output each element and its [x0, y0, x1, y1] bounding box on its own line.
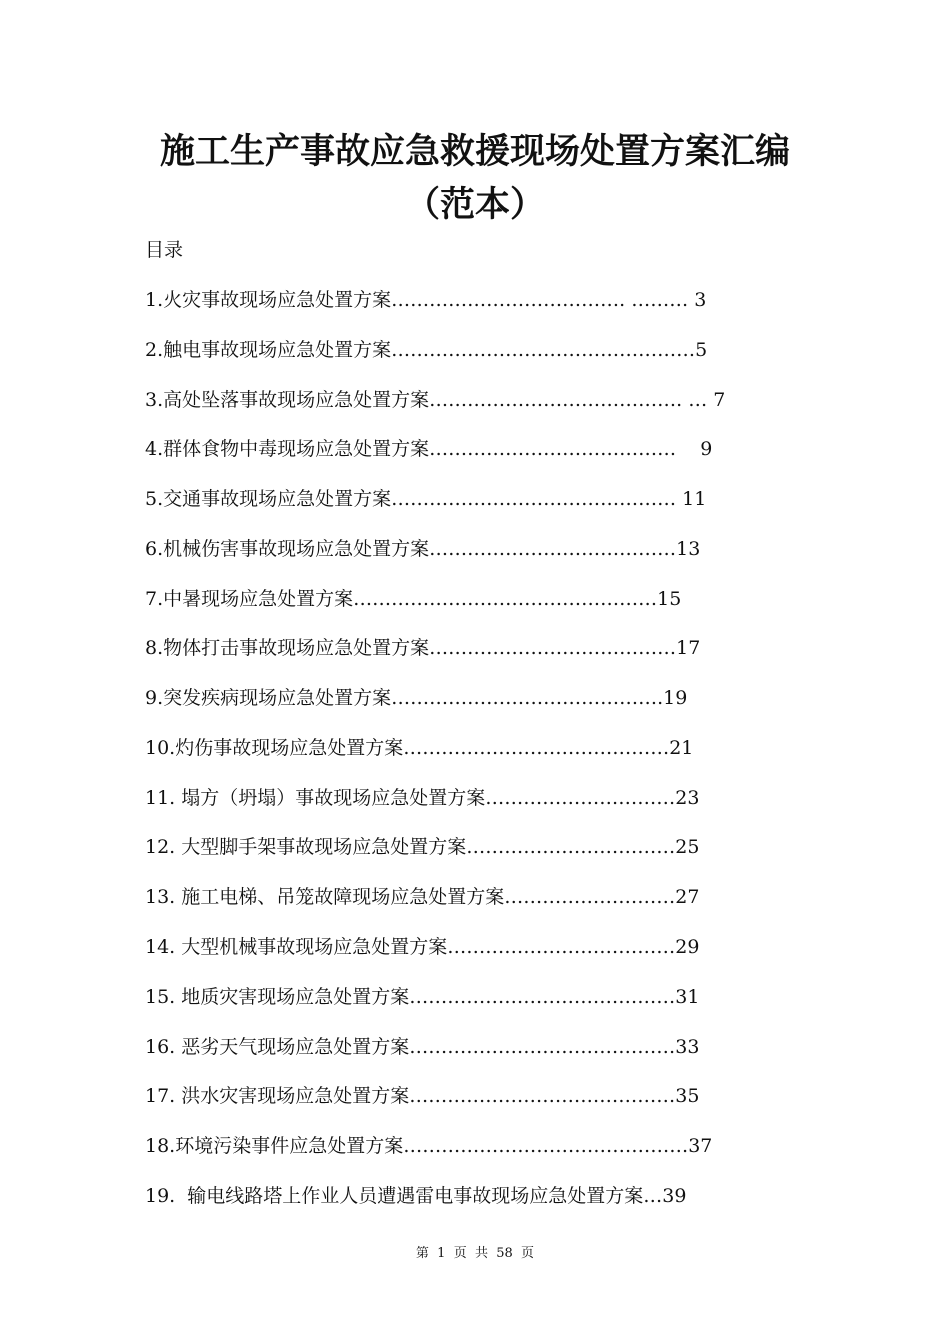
toc-entry[interactable] — [145, 386, 725, 414]
toc-entry-leader: ……………………………………33 — [409, 1036, 700, 1058]
toc-entry-title: 3.高处坠落事故现场应急处置方案 — [145, 389, 430, 411]
toc-entry[interactable] — [145, 1033, 699, 1061]
toc-entry[interactable] — [145, 734, 693, 762]
page-footer: 第 1 页 共 58 页 — [415, 1246, 535, 1261]
toc-entry-leader: ……………………………25 — [466, 836, 700, 858]
toc-entry-leader: …………………………………. … 7 — [429, 389, 726, 411]
toc-entry[interactable] — [145, 933, 699, 961]
toc-entry-title: 15. 地质灾害现场应急处置方案 — [145, 986, 410, 1008]
toc-entry-leader: ………………………………………37 — [403, 1135, 713, 1157]
toc-entry-title: 18.环境污染事件应急处置方案 — [145, 1135, 404, 1157]
toc-entry-title: 8.物体打击事故现场应急处置方案 — [145, 637, 430, 659]
document-title: 施工生产事故应急救援现场处置方案汇编 — [159, 131, 790, 172]
toc-entry-leader: ……………………………………… 11 — [391, 488, 707, 510]
toc-entry[interactable] — [145, 634, 700, 662]
toc-entry-title: 11. 塌方（坍塌）事故现场应急处置方案 — [145, 787, 486, 809]
toc-entry-title: 16. 恶劣天气现场应急处置方案 — [145, 1036, 410, 1058]
toc-entry[interactable] — [145, 1082, 699, 1110]
toc-entry-leader: ………………………………29 — [447, 936, 700, 958]
toc-entry-leader: …………………………………….19 — [391, 687, 688, 709]
toc-entry-title: 17. 洪水灾害现场应急处置方案 — [145, 1085, 410, 1107]
toc-entry-leader: …………………………23 — [485, 787, 700, 809]
toc-entry-leader: …………………………………17 — [429, 637, 701, 659]
toc-entry[interactable] — [145, 1132, 712, 1160]
toc-entry-leader: ………………………………. ……… 3 — [391, 289, 707, 311]
toc-entry[interactable] — [145, 784, 699, 812]
toc-entry[interactable] — [145, 585, 681, 613]
toc-entry[interactable] — [145, 684, 687, 712]
toc-heading: 目录 — [145, 239, 184, 261]
toc-entry-title: 1.火灾事故现场应急处置方案 — [145, 289, 392, 311]
toc-entry-title: 13. 施工电梯、吊笼故障现场应急处置方案 — [145, 886, 505, 908]
toc-entry[interactable] — [145, 535, 700, 563]
toc-entry-title: 14. 大型机械事故现场应急处置方案 — [145, 936, 448, 958]
toc-entry-title: 2.触电事故现场应急处置方案 — [145, 339, 392, 361]
toc-entry-title: 5.交通事故现场应急处置方案 — [145, 488, 392, 510]
toc-entry-leader: ……………………………………31 — [409, 986, 700, 1008]
toc-entry-leader: …………………………………………15 — [353, 588, 682, 610]
toc-entry[interactable] — [145, 983, 699, 1011]
toc-entry-leader: ………………………………… 9 — [429, 438, 713, 460]
toc-entry-leader: ………………………27 — [504, 886, 700, 908]
toc-entry-leader: …………………………………13 — [429, 538, 701, 560]
toc-entry-title: 4.群体食物中毒现场应急处置方案 — [145, 438, 430, 460]
toc-entry[interactable] — [145, 435, 712, 463]
toc-entry-title: 12. 大型脚手架事故现场应急处置方案 — [145, 836, 467, 858]
toc-entry-leader: ……………………………………21 — [403, 737, 694, 759]
toc-entry[interactable] — [145, 883, 699, 911]
toc-entry[interactable] — [145, 336, 707, 364]
toc-entry[interactable] — [145, 286, 706, 314]
document-subtitle: （范本） — [404, 184, 545, 225]
toc-entry-title: 9.突发疾病现场应急处置方案 — [145, 687, 392, 709]
toc-entry[interactable] — [145, 833, 699, 861]
toc-entry-leader: ……………………………………35 — [409, 1085, 700, 1107]
toc-entry-title: 7.中暑现场应急处置方案 — [145, 588, 354, 610]
toc-entry[interactable] — [145, 485, 706, 513]
toc-entry-title: 6.机械伤害事故现场应急处置方案 — [145, 538, 430, 560]
toc-entry-leader: …………………………………………5 — [391, 339, 708, 361]
toc-entry-title: 19. 输电线路塔上作业人员遭遇雷电事故现场应急处置方案 — [145, 1185, 644, 1207]
toc-entry[interactable] — [145, 1182, 686, 1210]
toc-entry-leader: …39 — [643, 1185, 687, 1207]
toc-entry-title: 10.灼伤事故现场应急处置方案 — [145, 737, 404, 759]
